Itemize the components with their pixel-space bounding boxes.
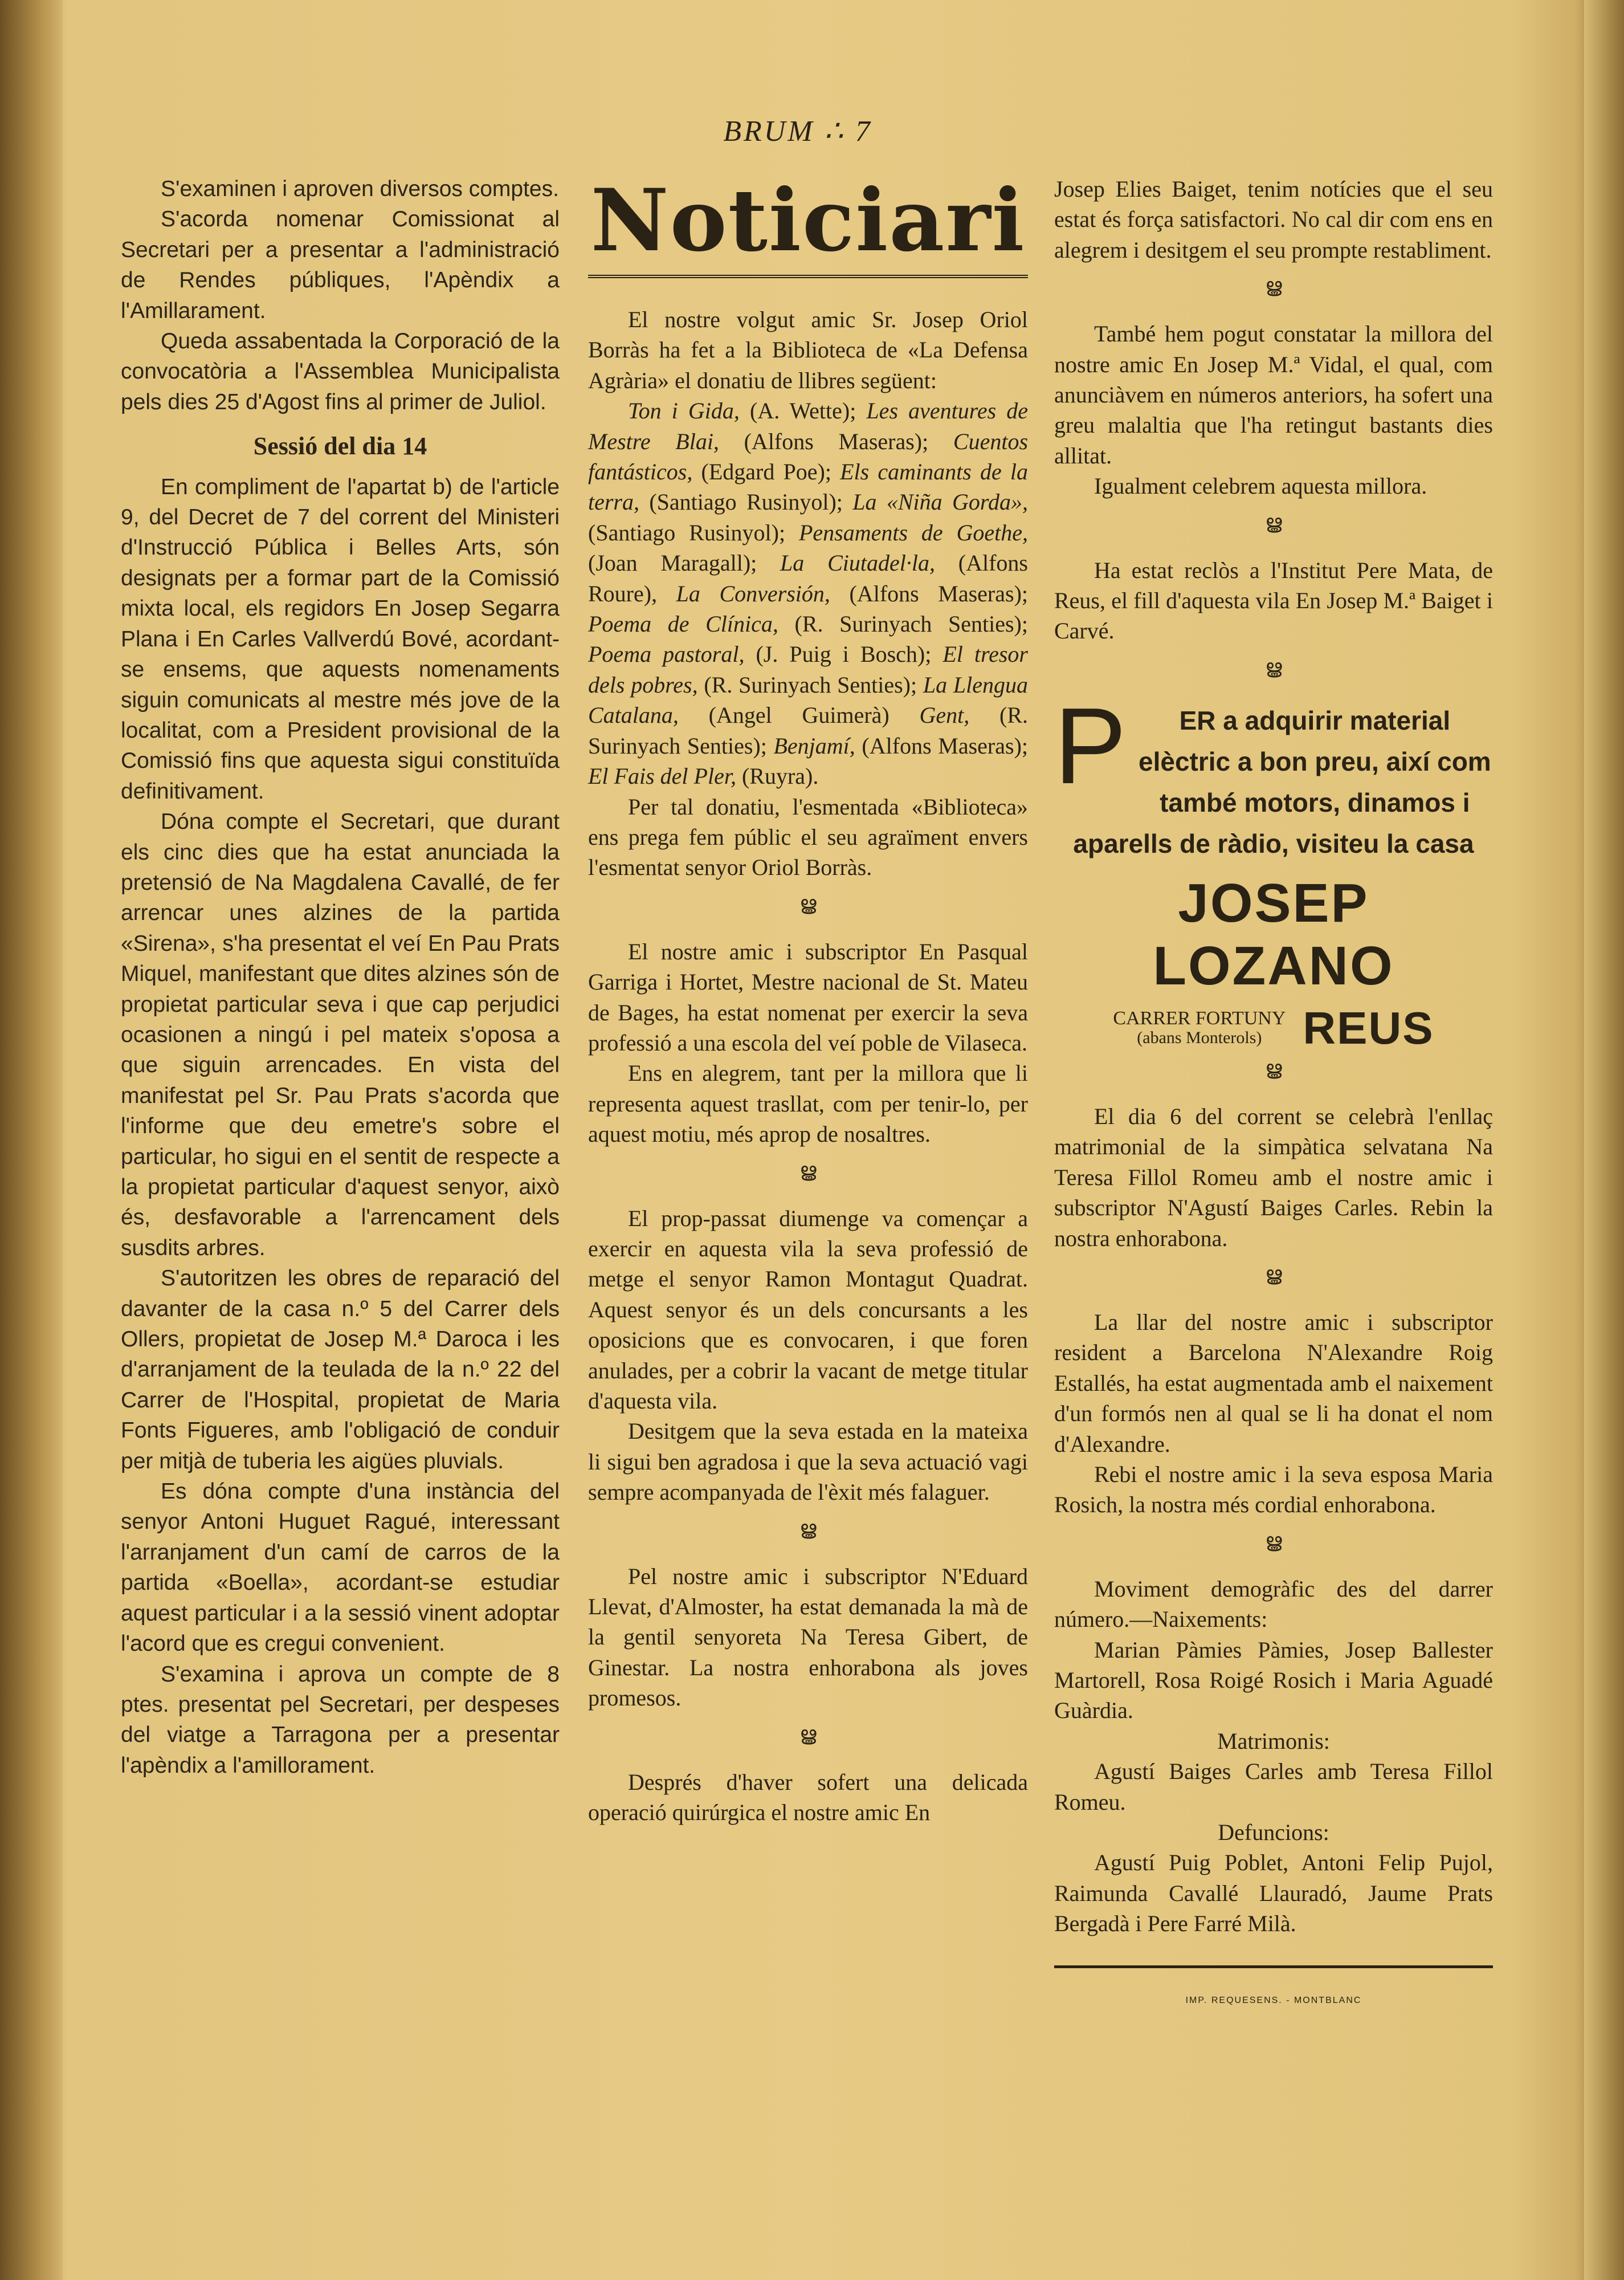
ad-address — [1054, 1003, 1493, 1054]
book-author: (Ruyra). — [736, 763, 819, 789]
book-title: Gent, — [919, 702, 970, 728]
paragraph: El nostre amic i subscriptor En Pasqual Garriga i Hortet, Mestre nacional de St. Mateu de Bages, ha estat nomenat per exercir la seva professió a una escola del veí poble de Vilaseca. — [588, 938, 1028, 1056]
column-1 — [121, 174, 560, 1781]
paragraph: El prop-passat diumenge va començar a exercir en aquesta vila la seva professió de metge el senyor Ramon Montagut Quadrat. Aquest senyor és un dels concursants a les oposicions que es convocaren, i que foren anulades, per a cobrir la vacant de metge titular d'aquesta vila. — [588, 1205, 1028, 1414]
book-title: Benjamí, — [773, 732, 855, 759]
paragraph: S'acorda nomenar Comissionat al Secretari per a presentar a l'administració de Rendes públiques, l'Apèndix a l'Amillarament. — [121, 207, 560, 323]
book-author: (A. Wette); — [739, 398, 867, 424]
book-list — [588, 396, 1028, 791]
paragraph: Rebi el nostre amic i la seva esposa Maria Rosich, la nostra més cordial enhorabona. — [1054, 1461, 1493, 1518]
paragraph: Desitgem que la seva estada en la mateixa li sigui ben agradosa i que la seva actuació vagi sempre acompanyada de l'èxit més falaguer. — [588, 1418, 1028, 1505]
page-edge — [1584, 0, 1624, 2280]
ornament-icon: ൠ — [799, 1723, 817, 1745]
footer-rule — [1054, 1965, 1493, 1968]
book-author: (Edgard Poe); — [692, 459, 840, 485]
book-author: (R. Surinyach Senties); — [588, 702, 1028, 759]
paragraph: Pel nostre amic i subscriptor N'Eduard Llevat, d'Almoster, ha estat demanada la mà de la gentil senyoreta Na Teresa Gibert, de Ginestar. La nostra enhorabona als joves promesos. — [588, 1563, 1028, 1711]
ornament-icon: ൠ — [1265, 656, 1282, 678]
ornament-icon: ൠ — [1265, 275, 1282, 297]
book-title: Cuentos fantásticos, — [588, 428, 1029, 485]
paragraph: Ha estat reclòs a l'Institut Pere Mata, de Reus, el fill d'aquesta vila En Josep M.ª Baiget i Carvé. — [1054, 557, 1493, 644]
ad-street-block — [1113, 1009, 1286, 1048]
book-title: Poema pastoral, — [588, 641, 745, 667]
ad-dropcap: P — [1054, 685, 1127, 807]
book-title: Ton i Gida, — [628, 398, 740, 424]
ornament-icon: ൠ — [799, 893, 817, 914]
section-masthead: Noticiari — [588, 174, 1028, 278]
paragraph: Moviment demogràfic des del darrer número.—Naixements: — [1054, 1575, 1493, 1632]
paragraph: Ens en alegrem, tant per la millora que li representa aquest trasllat, com per tenir-lo, per aquest motiu, més aprop de nosaltres. — [588, 1060, 1028, 1147]
book-title: Pensaments de Goethe, — [798, 519, 1028, 545]
book-author: (Alfons Maseras); — [855, 732, 1028, 759]
book-author: (Santiago Rusinyol); — [639, 489, 853, 515]
ad-text: ER a adquirir material elèctric a bon preu, així com també motors, dinamos i aparells de ràdio, visiteu la casa — [1073, 705, 1491, 858]
book-author: (Angel Guimerà) — [678, 702, 920, 728]
book-title: La Conversión, — [676, 580, 830, 606]
advertisement — [1054, 685, 1493, 1054]
paragraph: S'examinen i aproven diversos comptes. — [161, 177, 559, 201]
book-title: Les aventures de Mestre Blai, — [588, 398, 1028, 454]
section-label: Defuncions: — [1218, 1819, 1329, 1845]
paragraph: Es dóna compte d'una instància del senyor Antoni Huguet Ragué, interessant l'arranjament d'un camí de carros de la partida «Boella», acordant-se estudiar aquest particular i a la sessió vinent adoptar l'acord que es cregui convenient. — [121, 1479, 560, 1656]
paragraph: En compliment de l'apartat b) de l'article 9, del Decret de 7 del corrent del Ministeri d'Instrucció Pública i Belles Arts, són designats per a formar part de la Comissió mixta local, els regidors En Josep Segarra Plana i En Carles Vallverdú Bové, acordant-se ensems, que aquests nomenaments siguin comunicats al mestre més jove de la localitat, com a President provisional de la Comissió fins que aquesta sigui constituïda definitivament. — [121, 474, 560, 804]
paragraph: Josep Elies Baiget, tenim notícies que el seu estat és força satisfactori. No cal dir com ens en alegrem i desitgem el seu prompte restabliment. — [1054, 176, 1493, 263]
paragraph: La llar del nostre amic i subscriptor resident a Barcelona N'Alexandre Roig Estallés, ha estat augmentada amb el naixement d'un formós nen al qual se li ha donat el nom d'Alexandre. — [1054, 1309, 1493, 1457]
ornament-icon: ൠ — [799, 1517, 817, 1539]
paragraph: Dóna compte el Secretari, que durant els cinc dies que ha estat anunciada la pretensió de Na Magdalena Cavallé, de fer arrencar unes alzines de la partida «Sirena», s'ha presentat el veí En Pau Prats Miquel, manifestant que dites alzines són de propietat particular seva i que cap perjudici ocasionen a ningú i pel mateix s'oposa a que siguin arrencades. En vista del manifestat pel Sr. Pau Prats s'acorda que l'informe que deu emetre's sobre el particular, ho sigui en el sentit de respecte a la propietat particular d'aquest senyor, això és, desfavorable a l'arrencament dels susdits arbres. — [121, 809, 560, 1260]
book-author: (R. Surinyach Senties); — [778, 611, 1028, 637]
ad-business-name: JOSEP LOZANO — [1153, 872, 1394, 996]
printer-imprint: IMP. REQUESENS. - MONTBLANC — [1185, 1995, 1362, 2005]
book-title: La «Niña Gorda», — [852, 489, 1028, 515]
book-title: Els caminants de la terra, — [588, 459, 1028, 515]
ornament-icon: ൠ — [1265, 1263, 1282, 1285]
ornament-icon: ൠ — [1265, 1057, 1282, 1079]
book-author: (R. Surinyach Senties); — [697, 671, 923, 698]
book-title: La Ciutadel·la, — [780, 550, 935, 576]
paragraph: Agustí Baiges Carles amb Teresa Fillol Romeu. — [1054, 1758, 1493, 1815]
section-label: Matrimonis: — [1217, 1728, 1330, 1754]
paragraph: El nostre volgut amic Sr. Josep Oriol Borràs ha fet a la Biblioteca de «La Defensa Agrària» el donatiu de llibres següent: — [588, 307, 1028, 393]
paragraph: Igualment celebrem aquesta millora. — [1094, 473, 1427, 499]
page-header: BRUM ∴ 7 — [723, 115, 872, 148]
ad-street-note: (abans Monterols) — [1137, 1028, 1262, 1047]
ornament-icon: ൠ — [1265, 1530, 1282, 1552]
book-author: (Alfons Roure), — [588, 550, 1028, 606]
ad-body — [1054, 685, 1493, 864]
paragraph: S'examina i aprova un compte de 8 ptes. presentat pel Secretari, per despeses del viatge a Tarragona per a presentar l'apèndix a l'amillorament. — [121, 1662, 560, 1778]
paragraph: Agustí Puig Poblet, Antoni Felip Pujol, Raimunda Cavallé Llauradó, Jaume Prats Bergadà i Pere Farré Milà. — [1054, 1850, 1493, 1937]
ad-city: REUS — [1303, 1003, 1434, 1054]
paragraph: S'autoritzen les obres de reparació del davanter de la casa n.º 5 del Carrer dels Ollers, propietat de Josep M.ª Daroca i les d'arranjament de la teulada de la n.º 22 del Carrer de l'Hospital, propietat de Maria Fonts Figueres, amb l'obligació de conduir per mitjà de tuberia les aigües pluvials. — [121, 1266, 560, 1473]
column-2 — [588, 170, 1029, 1827]
book-author: (Santiago Rusinyol); — [588, 519, 799, 545]
book-title: Poema de Clínica, — [588, 611, 778, 637]
paragraph: Després d'haver sofert una delicada operació quirúrgica el nostre amic En — [588, 1769, 1028, 1826]
paragraph: Per tal donatiu, l'esmentada «Biblioteca» ens prega fem públic el seu agraïment envers l'esmentat senyor Oriol Borràs. — [588, 793, 1028, 881]
column-3 — [1054, 174, 1493, 2016]
binding-spine — [0, 0, 63, 2280]
book-author: (Alfons Maseras); — [719, 428, 953, 454]
session-heading: Sessió del dia 14 — [253, 432, 427, 461]
paragraph: També hem pogut constatar la millora del nostre amic En Josep M.ª Vidal, el qual, com anunciàvem en números anteriors, ha sofert una greu malaltia que l'ha retingut bastants dies allitat. — [1054, 321, 1493, 469]
book-title: El tresor dels pobres, — [588, 641, 1028, 698]
paragraph: Marian Pàmies Pàmies, Josep Ballester Martorell, Rosa Roigé Rosich i Maria Aguadé Guàrdia. — [1054, 1636, 1493, 1724]
paragraph: Queda assabentada la Corporació de la convocatòria a l'Assemblea Municipalista pels dies 25 d'Agost fins al primer de Juliol. — [121, 329, 560, 414]
book-title: La Llengua Catalana, — [588, 671, 1029, 728]
ornament-icon: ൠ — [799, 1159, 817, 1181]
book-author: (Alfons Maseras); — [830, 580, 1028, 606]
book-title: El Fais del Pler, — [588, 763, 736, 789]
ad-street: CARRER FORTUNY — [1113, 1007, 1286, 1029]
book-author: (Joan Maragall); — [588, 550, 781, 576]
paragraph: El dia 6 del corrent se celebrà l'enllaç matrimonial de la simpàtica selvatana Na Teresa Fillol Romeu amb el nostre amic i subscriptor N'Agustí Baiges Carles. Rebin la nostra enhorabona. — [1054, 1103, 1493, 1251]
ornament-icon: ൠ — [1265, 511, 1282, 533]
book-author: (J. Puig i Bosch); — [744, 641, 943, 667]
